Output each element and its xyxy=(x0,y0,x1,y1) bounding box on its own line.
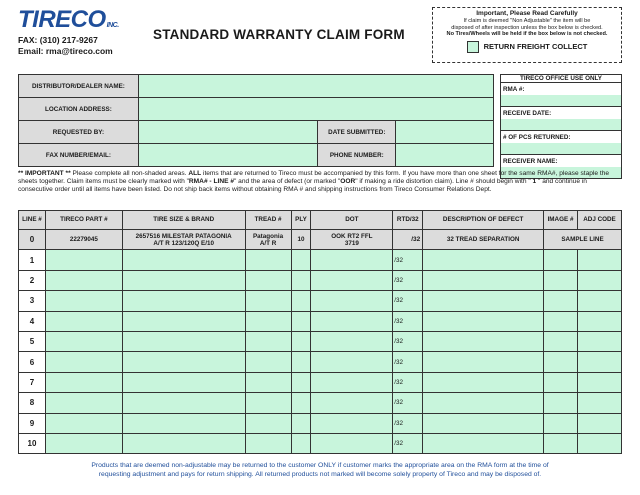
sample-line-number: 0 xyxy=(19,230,46,250)
date-submitted-label: DATE SUBMITTED: xyxy=(318,121,396,144)
sample-dot-line-2: 3719 xyxy=(344,239,359,247)
form-title: STANDARD WARRANTY CLAIM FORM xyxy=(153,27,405,42)
row-image-field[interactable] xyxy=(544,413,578,433)
row-tread-field[interactable] xyxy=(245,413,291,433)
dealer-info-table xyxy=(18,74,494,167)
row-size-brand-field[interactable] xyxy=(122,291,245,311)
receive-date-cell xyxy=(501,107,622,131)
row-dot-field[interactable] xyxy=(311,372,393,392)
row-tread-field[interactable] xyxy=(245,352,291,372)
row-adj-code-field[interactable] xyxy=(578,291,622,311)
row-image-field[interactable] xyxy=(544,291,578,311)
row-dot-field[interactable] xyxy=(311,413,393,433)
row-defect-field[interactable] xyxy=(423,413,544,433)
table-row xyxy=(19,433,622,453)
row-ply-field[interactable] xyxy=(291,270,311,290)
notice-title: Important, Please Read Carefully xyxy=(476,10,578,17)
sample-dot-line-1: OOK RT2 FFL xyxy=(331,232,373,240)
row-ply-field[interactable] xyxy=(291,291,311,311)
row-tread-field[interactable] xyxy=(245,393,291,413)
row-image-field[interactable] xyxy=(544,433,578,453)
row-size-brand-field[interactable] xyxy=(122,331,245,351)
rma-cell xyxy=(501,83,622,107)
instructions-text-1: Please complete all non-shaded areas. xyxy=(70,170,189,177)
row-adj-code-field[interactable] xyxy=(578,372,622,392)
row-tread-field[interactable] xyxy=(245,433,291,453)
receive-date-field xyxy=(501,119,621,130)
row-dot-field[interactable] xyxy=(311,393,393,413)
row-dot-field[interactable] xyxy=(311,331,393,351)
instructions-rma-line: RMA# - LINE # xyxy=(188,178,234,185)
col-image: IMAGE # xyxy=(544,211,578,230)
sample-rtd: /32 xyxy=(393,230,423,250)
row-part-field[interactable] xyxy=(45,433,122,453)
row-image-field[interactable] xyxy=(544,331,578,351)
sample-row xyxy=(19,230,622,250)
requested-row xyxy=(19,121,494,144)
fax-email-label: FAX NUMBER/EMAIL: xyxy=(19,144,139,167)
row-dot-field[interactable] xyxy=(311,291,393,311)
return-freight-option xyxy=(439,41,615,53)
instructions-text-2: items that are returned to Tireco must be accompanied by this form. If you have more than one sheet for the same RMA#, please staple the sheets together. Claim items must be clearly marked with " xyxy=(18,170,610,185)
row-rtd-field[interactable]: /32 xyxy=(393,270,423,290)
row-ply-field[interactable] xyxy=(291,250,311,270)
table-row xyxy=(19,393,622,413)
distributor-field[interactable] xyxy=(138,75,493,98)
row-ply-field[interactable] xyxy=(291,372,311,392)
col-adj-code: ADJ CODE xyxy=(578,211,622,230)
sample-tread xyxy=(245,230,291,250)
row-rtd-field[interactable]: /32 xyxy=(393,331,423,351)
location-row xyxy=(19,98,494,121)
row-defect-field[interactable] xyxy=(423,433,544,453)
row-image-field[interactable] xyxy=(544,270,578,290)
row-size-brand-field[interactable] xyxy=(122,250,245,270)
instructions-all: ALL xyxy=(188,170,202,177)
instructions-oor: OOR xyxy=(340,178,356,185)
pcs-returned-field xyxy=(501,143,621,154)
instructions-text-3: " and the area of defect (or marked " xyxy=(233,178,341,185)
row-dot-field[interactable] xyxy=(311,352,393,372)
row-adj-code-field[interactable] xyxy=(578,270,622,290)
phone-label: PHONE NUMBER: xyxy=(318,144,396,167)
distributor-label: DISTRIBUTOR/DEALER NAME: xyxy=(19,75,139,98)
row-size-brand-field[interactable] xyxy=(122,311,245,331)
row-line-number: 3 xyxy=(19,291,46,311)
col-part: TIRECO PART # xyxy=(45,211,122,230)
row-line-number: 1 xyxy=(19,250,46,270)
phone-field[interactable] xyxy=(396,144,494,167)
row-adj-code-field[interactable] xyxy=(578,393,622,413)
row-size-brand-field[interactable] xyxy=(122,393,245,413)
row-part-field[interactable] xyxy=(45,352,122,372)
fax-number: FAX: (310) 217-9267 xyxy=(18,35,98,45)
claim-items-table xyxy=(18,210,622,454)
row-defect-field[interactable] xyxy=(423,372,544,392)
row-size-brand-field[interactable] xyxy=(122,352,245,372)
row-defect-field[interactable] xyxy=(423,311,544,331)
instructions-text-4: " if making a ride distortion claim). Line # should begin with " xyxy=(355,178,533,185)
row-line-number: 2 xyxy=(19,270,46,290)
table-row xyxy=(19,291,622,311)
brand-name: TIRECO xyxy=(18,6,106,33)
row-defect-field[interactable] xyxy=(423,331,544,351)
instructions-one: 1 xyxy=(532,178,537,185)
receiver-name-label: RECEIVER NAME: xyxy=(503,158,558,165)
row-size-brand-field[interactable] xyxy=(122,270,245,290)
row-adj-code-field[interactable] xyxy=(578,352,622,372)
notice-line-2: disposed of after inspection unless the box below is checked. xyxy=(451,24,603,31)
row-part-field[interactable] xyxy=(45,311,122,331)
email-address: Email: rma@tireco.com xyxy=(18,46,113,56)
row-part-field[interactable] xyxy=(45,393,122,413)
row-rtd-field[interactable]: /32 xyxy=(393,291,423,311)
row-line-number: 10 xyxy=(19,433,46,453)
sample-defect: 32 TREAD SEPARATION xyxy=(423,230,544,250)
rma-label: RMA #: xyxy=(503,86,525,93)
date-submitted-field[interactable] xyxy=(396,121,494,144)
table-row xyxy=(19,352,622,372)
receive-date-label: RECEIVE DATE: xyxy=(503,110,552,117)
table-row xyxy=(19,311,622,331)
row-ply-field[interactable] xyxy=(291,393,311,413)
row-rtd-field[interactable]: /32 xyxy=(393,393,423,413)
row-line-number: 5 xyxy=(19,331,46,351)
row-defect-field[interactable] xyxy=(423,270,544,290)
table-row xyxy=(19,413,622,433)
location-label: LOCATION ADDRESS: xyxy=(19,98,139,121)
table-row xyxy=(19,331,622,351)
return-freight-label: RETURN FREIGHT COLLECT xyxy=(483,42,588,52)
row-tread-field[interactable] xyxy=(245,291,291,311)
row-image-field[interactable] xyxy=(544,352,578,372)
row-part-field[interactable] xyxy=(45,270,122,290)
sample-tread-line-1: Patagonia xyxy=(252,232,284,240)
row-line-number: 9 xyxy=(19,413,46,433)
notice-line-1: If claim is deemed "Non Adjustable" the item will be xyxy=(463,18,591,24)
fax-email-field[interactable] xyxy=(138,144,318,167)
tireco-logo xyxy=(18,6,119,34)
row-tread-field[interactable] xyxy=(245,372,291,392)
instructions-text-5: " and continue in consecutive order until all items have been listed. Do not ship back items without obtaining RMA # and shipping instructions from Tireco Consumer Relations Dept. xyxy=(18,178,587,193)
row-ply-field[interactable] xyxy=(291,331,311,351)
row-adj-code-field[interactable] xyxy=(578,250,622,270)
row-adj-code-field[interactable] xyxy=(578,413,622,433)
row-rtd-field[interactable]: /32 xyxy=(393,372,423,392)
footer-disclaimer xyxy=(44,461,596,479)
row-adj-code-field[interactable] xyxy=(578,331,622,351)
sample-dot xyxy=(311,230,393,250)
row-dot-field[interactable] xyxy=(311,270,393,290)
row-size-brand-field[interactable] xyxy=(122,433,245,453)
row-adj-code-field[interactable] xyxy=(578,311,622,331)
row-line-number: 7 xyxy=(19,372,46,392)
row-defect-field[interactable] xyxy=(423,393,544,413)
row-part-field[interactable] xyxy=(45,372,122,392)
row-part-field[interactable] xyxy=(45,291,122,311)
sample-size-brand xyxy=(122,230,245,250)
notice-line-3: No Tires/Wheels will be held if the box below is not checked. xyxy=(446,31,608,38)
sample-ply: 10 xyxy=(291,230,311,250)
row-dot-field[interactable] xyxy=(311,311,393,331)
contact-info xyxy=(18,35,113,57)
table-row xyxy=(19,250,622,270)
row-ply-field[interactable] xyxy=(291,311,311,331)
row-defect-field[interactable] xyxy=(423,352,544,372)
col-defect: DESCRIPTION OF DEFECT xyxy=(423,211,544,230)
return-freight-checkbox[interactable] xyxy=(467,41,479,53)
row-tread-field[interactable] xyxy=(245,270,291,290)
pcs-returned-cell xyxy=(501,131,622,155)
row-tread-field[interactable] xyxy=(245,250,291,270)
row-rtd-field[interactable]: /32 xyxy=(393,250,423,270)
col-tread: TREAD # xyxy=(245,211,291,230)
row-image-field[interactable] xyxy=(544,372,578,392)
row-rtd-field[interactable]: /32 xyxy=(393,352,423,372)
location-field[interactable] xyxy=(138,98,493,121)
table-row xyxy=(19,270,622,290)
row-line-number: 4 xyxy=(19,311,46,331)
sample-line-label: SAMPLE LINE xyxy=(544,230,622,250)
row-tread-field[interactable] xyxy=(245,331,291,351)
col-rtd: RTD/32 xyxy=(393,211,423,230)
brand-suffix: INC. xyxy=(106,22,119,29)
important-notice-box xyxy=(432,7,622,63)
row-tread-field[interactable] xyxy=(245,311,291,331)
office-use-title: TIRECO OFFICE USE ONLY xyxy=(501,75,622,83)
row-ply-field[interactable] xyxy=(291,433,311,453)
footer-line-1: Products that are deemed non-adjustable may be returned to the customer ONLY if customer marks the appropriate area on the RMA form at the time of xyxy=(91,462,549,469)
row-image-field[interactable] xyxy=(544,250,578,270)
row-ply-field[interactable] xyxy=(291,413,311,433)
row-rtd-field[interactable]: /32 xyxy=(393,311,423,331)
sample-tread-line-2: A/T R xyxy=(259,239,277,247)
pcs-returned-label: # OF PCS RETURNED: xyxy=(503,134,571,141)
row-adj-code-field[interactable] xyxy=(578,433,622,453)
important-instructions xyxy=(18,170,622,194)
fax-row xyxy=(19,144,494,167)
footer-line-2: requesting adjustment and pays for return shipping. All returned products not marked will become solely property of Tireco and may be disposed of. xyxy=(98,471,542,478)
office-use-table xyxy=(500,74,622,179)
row-defect-field[interactable] xyxy=(423,250,544,270)
col-line: LINE # xyxy=(19,211,46,230)
row-defect-field[interactable] xyxy=(423,291,544,311)
row-ply-field[interactable] xyxy=(291,352,311,372)
row-part-field[interactable] xyxy=(45,250,122,270)
row-line-number: 6 xyxy=(19,352,46,372)
row-part-field[interactable] xyxy=(45,331,122,351)
sample-part: 22279045 xyxy=(45,230,122,250)
row-dot-field[interactable] xyxy=(311,250,393,270)
row-dot-field[interactable] xyxy=(311,433,393,453)
col-dot: DOT xyxy=(311,211,393,230)
row-size-brand-field[interactable] xyxy=(122,372,245,392)
row-line-number: 8 xyxy=(19,393,46,413)
row-rtd-field[interactable]: /32 xyxy=(393,433,423,453)
row-image-field[interactable] xyxy=(544,311,578,331)
table-header-row xyxy=(19,211,622,230)
sample-size-line-1: 2657516 MILESTAR PATAGONIA xyxy=(135,232,232,240)
row-image-field[interactable] xyxy=(544,393,578,413)
important-prefix: ** IMPORTANT ** xyxy=(18,170,71,177)
row-rtd-field[interactable]: /32 xyxy=(393,413,423,433)
requested-label: REQUESTED BY: xyxy=(19,121,139,144)
requested-field[interactable] xyxy=(138,121,318,144)
rma-field xyxy=(501,95,621,106)
table-row xyxy=(19,372,622,392)
row-part-field[interactable] xyxy=(45,413,122,433)
distributor-row xyxy=(19,75,494,98)
sample-size-line-2: A/T R 123/120Q E/10 xyxy=(153,239,214,247)
row-size-brand-field[interactable] xyxy=(122,413,245,433)
col-size-brand: TIRE SIZE & BRAND xyxy=(122,211,245,230)
col-ply: PLY xyxy=(291,211,311,230)
